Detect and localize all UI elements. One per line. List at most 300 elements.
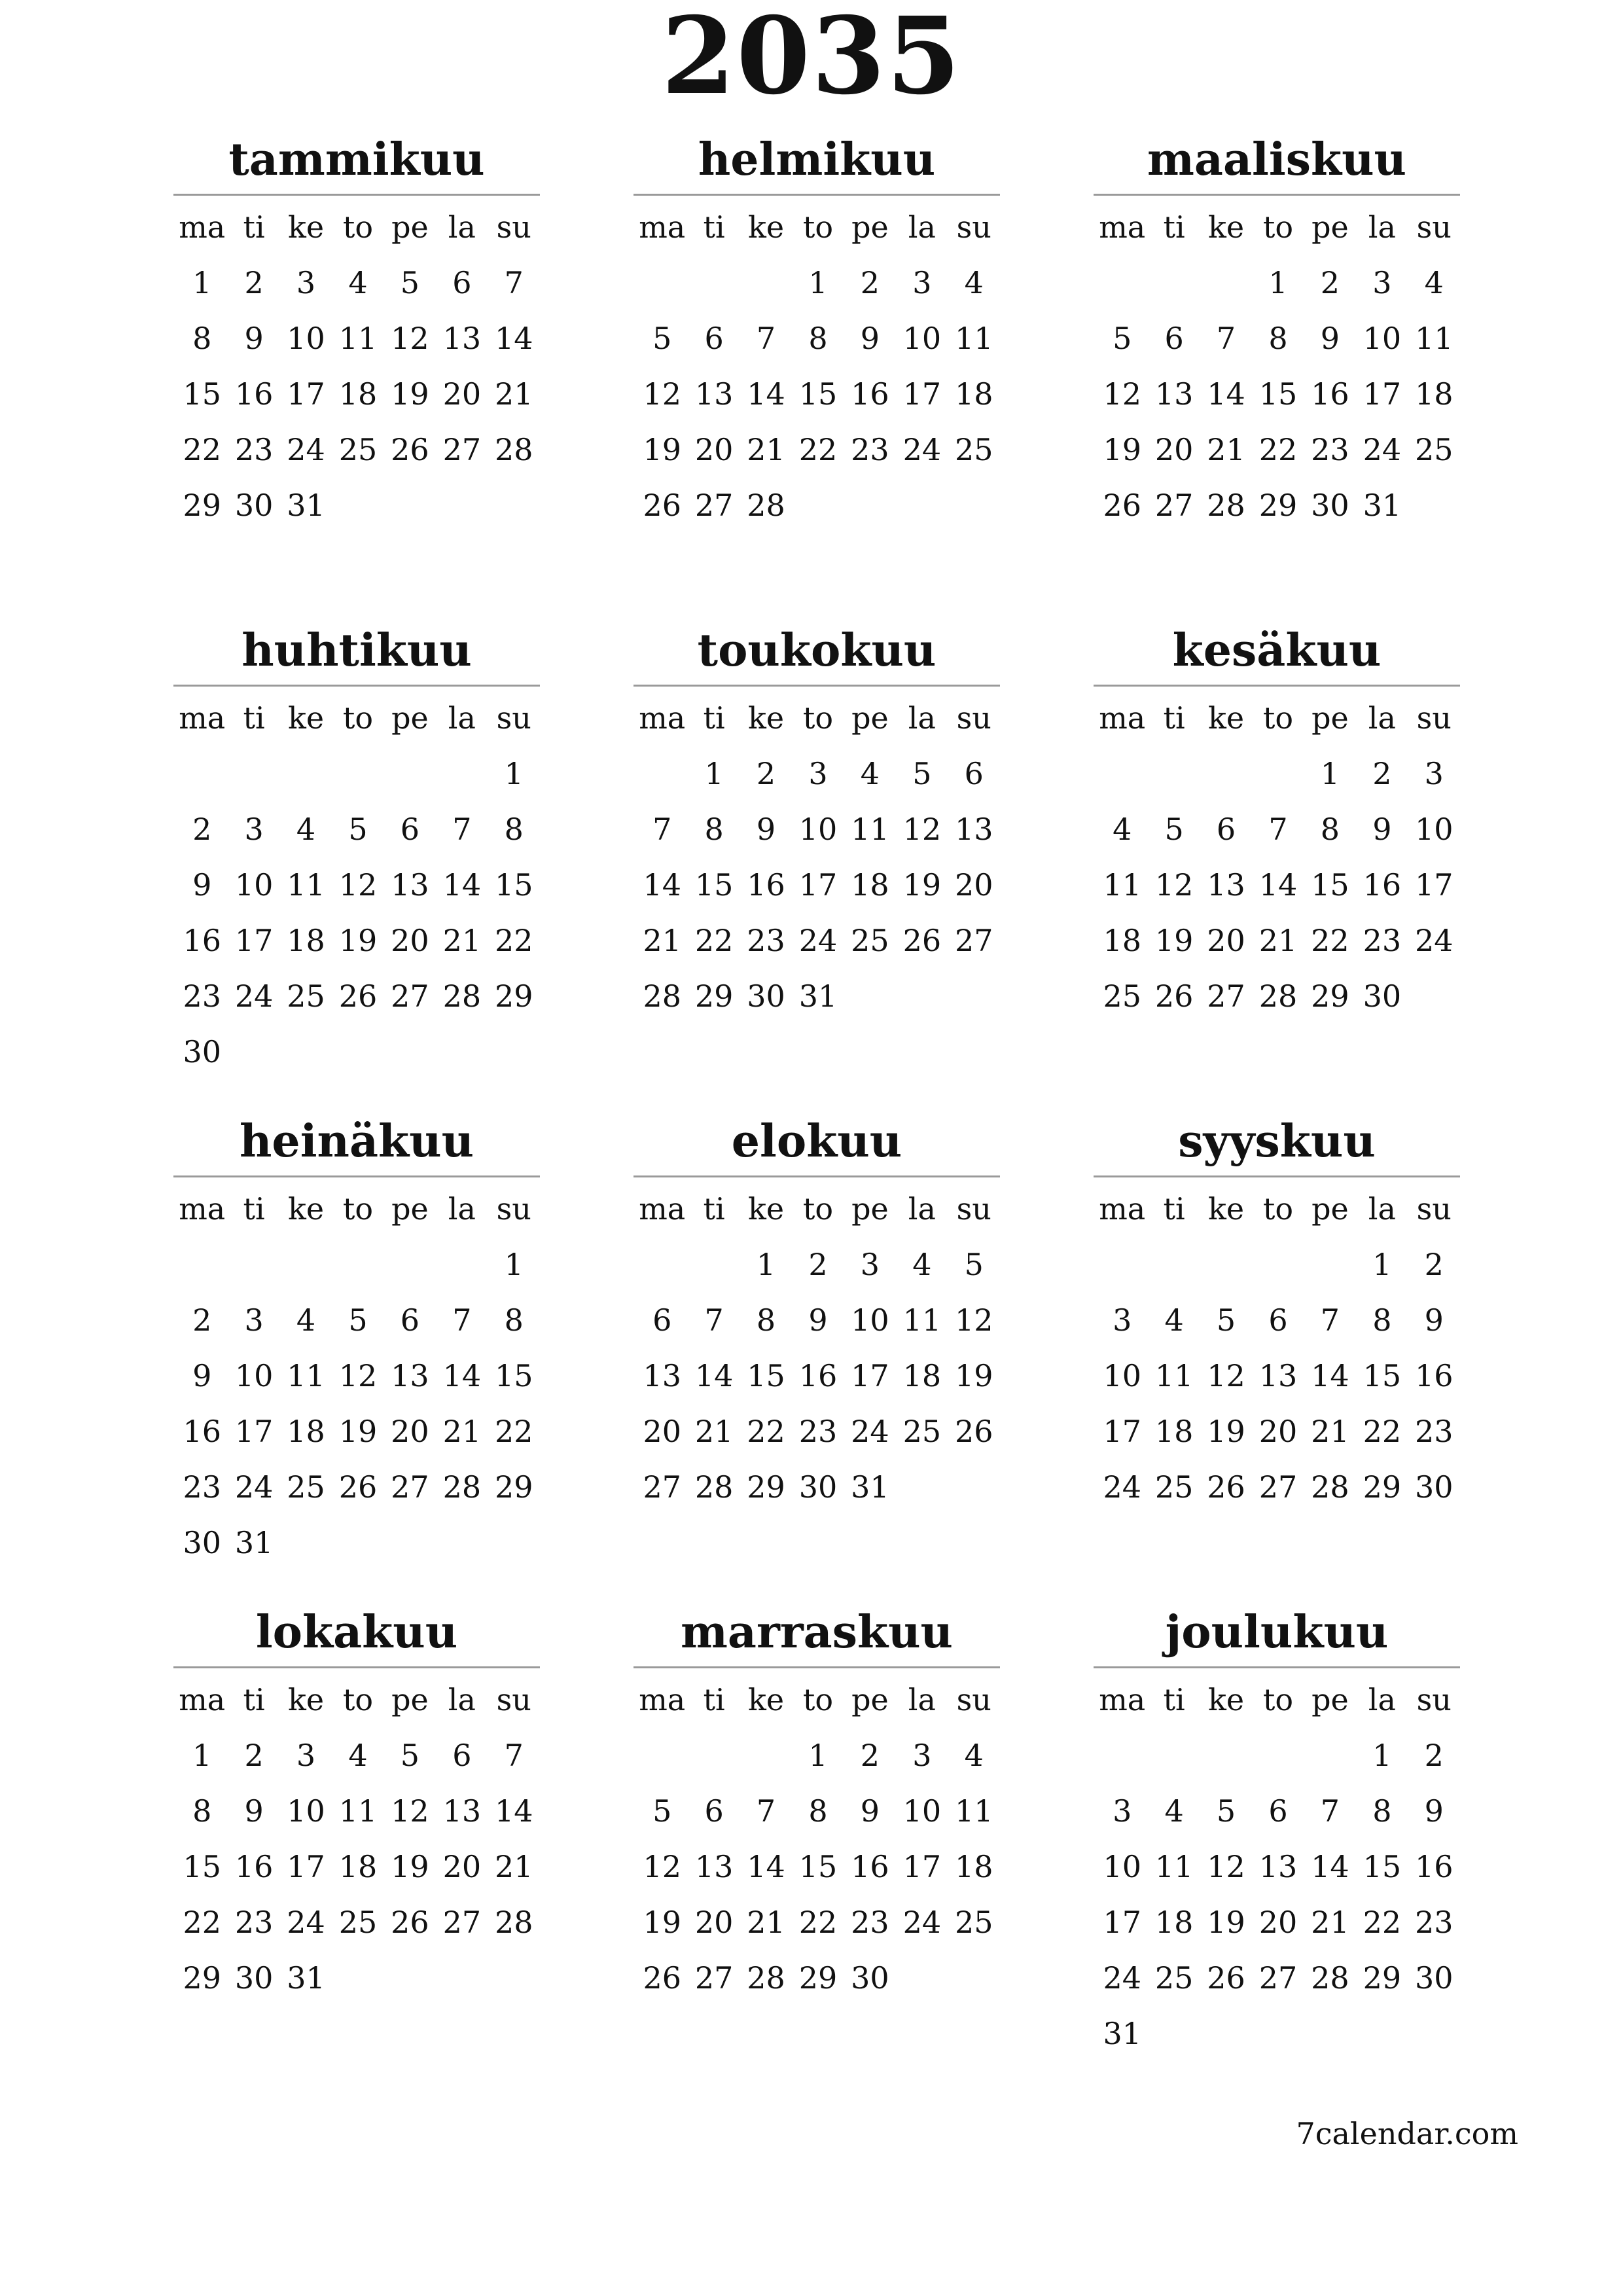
weekday-header: la bbox=[448, 209, 476, 245]
day-cell: 14 bbox=[1207, 376, 1245, 412]
day-cell: 26 bbox=[1154, 978, 1194, 1014]
day-cell: 1 bbox=[1372, 1738, 1392, 1773]
day-cell: 21 bbox=[1311, 1905, 1349, 1940]
weekday-header: ma bbox=[1099, 1191, 1146, 1227]
day-cell: 23 bbox=[798, 1414, 838, 1449]
weekday-header: su bbox=[496, 1191, 531, 1227]
day-cell: 27 bbox=[442, 1905, 482, 1940]
day-cell: 28 bbox=[694, 1469, 734, 1505]
day-cell: 16 bbox=[1415, 1358, 1454, 1393]
day-cell: 18 bbox=[287, 1414, 325, 1449]
month-name: toukokuu bbox=[697, 624, 936, 677]
day-cell: 7 bbox=[1216, 321, 1236, 356]
day-cell: 3 bbox=[296, 265, 316, 300]
day-cell: 16 bbox=[1311, 376, 1349, 412]
weekday-header: pe bbox=[851, 700, 889, 736]
day-cell: 12 bbox=[1207, 1849, 1245, 1884]
day-cell: 25 bbox=[851, 923, 889, 958]
day-cell: 9 bbox=[808, 1302, 828, 1338]
day-cell: 4 bbox=[296, 1302, 316, 1338]
month-grid bbox=[173, 1181, 540, 1571]
day-cell: 6 bbox=[652, 1302, 672, 1338]
weekday-header: su bbox=[496, 700, 531, 736]
weekday-header: la bbox=[448, 1682, 476, 1717]
day-cell: 12 bbox=[391, 321, 429, 356]
day-cell: 26 bbox=[391, 1905, 429, 1940]
day-cell: 9 bbox=[192, 867, 212, 903]
day-cell: 1 bbox=[1372, 1247, 1392, 1282]
month-block bbox=[1094, 131, 1460, 533]
month-name: kesäkuu bbox=[1172, 624, 1382, 677]
day-cell: 4 bbox=[1164, 1793, 1184, 1829]
empty-cell bbox=[1148, 255, 1200, 311]
day-cell: 24 bbox=[902, 1905, 942, 1940]
day-cell: 31 bbox=[1103, 2016, 1141, 2051]
month-grid bbox=[1094, 1181, 1460, 1515]
weekday-header: ke bbox=[748, 1682, 785, 1717]
day-cell: 19 bbox=[643, 1905, 681, 1940]
weekday-header: pe bbox=[391, 209, 429, 245]
day-cell: 10 bbox=[1363, 321, 1402, 356]
day-cell: 12 bbox=[955, 1302, 993, 1338]
day-cell: 8 bbox=[1320, 812, 1340, 847]
weekday-header: ke bbox=[1208, 209, 1245, 245]
day-cell: 3 bbox=[1113, 1793, 1132, 1829]
day-cell: 27 bbox=[1207, 978, 1245, 1014]
day-cell: 29 bbox=[1363, 1960, 1402, 1996]
day-cell: 29 bbox=[1258, 488, 1298, 523]
month-block bbox=[173, 622, 540, 1080]
day-cell: 10 bbox=[1103, 1849, 1141, 1884]
empty-cell bbox=[436, 746, 488, 802]
weekday-header: to bbox=[1262, 1191, 1294, 1227]
day-cell: 29 bbox=[183, 488, 221, 523]
day-cell: 8 bbox=[192, 321, 212, 356]
day-cell: 11 bbox=[1154, 1358, 1194, 1393]
day-cell: 25 bbox=[287, 1469, 325, 1505]
day-cell: 13 bbox=[1258, 1849, 1298, 1884]
weekday-header: pe bbox=[391, 700, 429, 736]
weekday-header: to bbox=[1262, 209, 1294, 245]
weekday-header: to bbox=[1262, 1682, 1294, 1717]
month-grid bbox=[633, 1181, 1000, 1515]
day-cell: 25 bbox=[902, 1414, 942, 1449]
day-cell: 18 bbox=[338, 376, 378, 412]
day-cell: 27 bbox=[694, 1960, 734, 1996]
day-cell: 24 bbox=[1415, 923, 1454, 958]
day-cell: 10 bbox=[287, 1793, 325, 1829]
month-name: syyskuu bbox=[1178, 1115, 1376, 1168]
day-cell: 21 bbox=[747, 1905, 785, 1940]
day-cell: 21 bbox=[643, 923, 681, 958]
day-cell: 18 bbox=[1154, 1414, 1194, 1449]
month-grid bbox=[173, 691, 540, 1080]
day-cell: 1 bbox=[192, 265, 212, 300]
day-cell: 7 bbox=[652, 812, 672, 847]
weekday-header: ke bbox=[288, 1191, 325, 1227]
weekday-header: to bbox=[342, 700, 374, 736]
empty-cell bbox=[636, 1237, 688, 1293]
day-cell: 9 bbox=[860, 321, 880, 356]
empty-cell bbox=[332, 1237, 383, 1293]
day-cell: 22 bbox=[1258, 432, 1298, 467]
empty-cell bbox=[1200, 746, 1252, 802]
day-cell: 13 bbox=[1154, 376, 1194, 412]
day-cell: 2 bbox=[1320, 265, 1340, 300]
weekday-header: ti bbox=[703, 700, 725, 736]
day-cell: 29 bbox=[1311, 978, 1349, 1014]
day-cell: 20 bbox=[955, 867, 993, 903]
day-cell: 6 bbox=[964, 756, 984, 791]
weekday-header: su bbox=[1416, 1682, 1452, 1717]
day-cell: 20 bbox=[391, 923, 429, 958]
day-cell: 19 bbox=[955, 1358, 993, 1393]
day-cell: 11 bbox=[287, 867, 325, 903]
day-cell: 12 bbox=[1103, 376, 1141, 412]
day-cell: 8 bbox=[756, 1302, 776, 1338]
day-cell: 18 bbox=[1415, 376, 1454, 412]
day-cell: 3 bbox=[1372, 265, 1392, 300]
day-cell: 3 bbox=[1424, 756, 1444, 791]
month-grid bbox=[173, 1672, 540, 2006]
weekday-header: ke bbox=[288, 700, 325, 736]
day-cell: 13 bbox=[955, 812, 993, 847]
day-cell: 15 bbox=[495, 1358, 533, 1393]
day-cell: 20 bbox=[442, 376, 482, 412]
day-cell: 2 bbox=[860, 265, 880, 300]
day-cell: 28 bbox=[747, 1960, 785, 1996]
month-block bbox=[633, 622, 1000, 1024]
day-cell: 11 bbox=[1154, 1849, 1194, 1884]
day-cell: 27 bbox=[1154, 488, 1194, 523]
month-divider bbox=[173, 685, 540, 687]
day-cell: 3 bbox=[1113, 1302, 1132, 1338]
day-cell: 17 bbox=[234, 923, 274, 958]
day-cell: 6 bbox=[704, 1793, 724, 1829]
month-block bbox=[633, 1604, 1000, 2006]
day-cell: 22 bbox=[495, 1414, 533, 1449]
month-divider bbox=[1094, 1175, 1460, 1177]
weekday-header: su bbox=[1416, 1191, 1452, 1227]
day-cell: 10 bbox=[1415, 812, 1454, 847]
day-cell: 10 bbox=[902, 321, 942, 356]
weekday-header: ti bbox=[243, 1682, 265, 1717]
month-block bbox=[173, 1604, 540, 2006]
day-cell: 6 bbox=[400, 1302, 420, 1338]
day-cell: 7 bbox=[1320, 1793, 1340, 1829]
weekday-header: pe bbox=[851, 1682, 889, 1717]
day-cell: 28 bbox=[1258, 978, 1298, 1014]
weekday-header: to bbox=[342, 1191, 374, 1227]
weekday-header: to bbox=[802, 209, 834, 245]
day-cell: 9 bbox=[244, 1793, 264, 1829]
day-cell: 16 bbox=[1415, 1849, 1454, 1884]
day-cell: 7 bbox=[504, 1738, 524, 1773]
day-cell: 27 bbox=[643, 1469, 681, 1505]
day-cell: 6 bbox=[400, 812, 420, 847]
day-cell: 22 bbox=[183, 432, 221, 467]
day-cell: 4 bbox=[1113, 812, 1132, 847]
weekday-header: pe bbox=[391, 1682, 429, 1717]
day-cell: 17 bbox=[851, 1358, 889, 1393]
weekday-header: pe bbox=[1311, 1191, 1349, 1227]
month-name: tammikuu bbox=[228, 134, 485, 186]
day-cell: 24 bbox=[287, 1905, 325, 1940]
day-cell: 22 bbox=[694, 923, 734, 958]
day-cell: 7 bbox=[452, 1302, 472, 1338]
day-cell: 10 bbox=[234, 1358, 274, 1393]
empty-cell bbox=[1096, 1728, 1148, 1784]
empty-cell bbox=[740, 255, 792, 311]
weekday-header: la bbox=[1368, 1191, 1396, 1227]
weekday-header: pe bbox=[1311, 209, 1349, 245]
weekday-header: ke bbox=[748, 209, 785, 245]
weekday-header: la bbox=[908, 209, 936, 245]
weekday-header: la bbox=[1368, 1682, 1396, 1717]
day-cell: 29 bbox=[747, 1469, 785, 1505]
day-cell: 27 bbox=[391, 1469, 429, 1505]
day-cell: 26 bbox=[1207, 1960, 1245, 1996]
day-cell: 4 bbox=[964, 265, 984, 300]
weekday-header: ma bbox=[639, 700, 686, 736]
weekday-header: ma bbox=[1099, 209, 1146, 245]
day-cell: 18 bbox=[1103, 923, 1141, 958]
weekday-header: ti bbox=[243, 700, 265, 736]
day-cell: 20 bbox=[643, 1414, 681, 1449]
month-name: lokakuu bbox=[255, 1606, 458, 1659]
empty-cell bbox=[1096, 746, 1148, 802]
empty-cell bbox=[228, 746, 279, 802]
day-cell: 20 bbox=[1258, 1905, 1298, 1940]
day-cell: 28 bbox=[1207, 488, 1245, 523]
day-cell: 6 bbox=[1164, 321, 1184, 356]
day-cell: 6 bbox=[452, 1738, 472, 1773]
day-cell: 3 bbox=[860, 1247, 880, 1282]
day-cell: 1 bbox=[808, 1738, 828, 1773]
day-cell: 2 bbox=[244, 265, 264, 300]
day-cell: 18 bbox=[1154, 1905, 1194, 1940]
empty-cell bbox=[688, 255, 740, 311]
empty-cell bbox=[1304, 1728, 1356, 1784]
empty-cell bbox=[1148, 746, 1200, 802]
weekday-header: ti bbox=[1163, 1682, 1185, 1717]
weekday-header: ma bbox=[179, 209, 226, 245]
day-cell: 5 bbox=[964, 1247, 984, 1282]
day-cell: 17 bbox=[287, 1849, 325, 1884]
day-cell: 26 bbox=[338, 978, 378, 1014]
day-cell: 28 bbox=[442, 978, 482, 1014]
day-cell: 15 bbox=[798, 1849, 838, 1884]
day-cell: 24 bbox=[287, 432, 325, 467]
day-cell: 20 bbox=[1258, 1414, 1298, 1449]
day-cell: 23 bbox=[234, 1905, 274, 1940]
day-cell: 25 bbox=[1154, 1960, 1194, 1996]
month-divider bbox=[173, 194, 540, 196]
day-cell: 3 bbox=[244, 812, 264, 847]
day-cell: 12 bbox=[1154, 867, 1194, 903]
day-cell: 21 bbox=[1258, 923, 1298, 958]
day-cell: 14 bbox=[747, 1849, 785, 1884]
day-cell: 9 bbox=[860, 1793, 880, 1829]
empty-cell bbox=[280, 746, 332, 802]
day-cell: 17 bbox=[287, 376, 325, 412]
day-cell: 19 bbox=[391, 376, 429, 412]
month-grid bbox=[633, 691, 1000, 1024]
day-cell: 25 bbox=[287, 978, 325, 1014]
day-cell: 25 bbox=[955, 1905, 993, 1940]
weekday-header: su bbox=[496, 1682, 531, 1717]
day-cell: 2 bbox=[1424, 1247, 1444, 1282]
day-cell: 22 bbox=[1363, 1905, 1402, 1940]
day-cell: 27 bbox=[955, 923, 993, 958]
day-cell: 15 bbox=[495, 867, 533, 903]
day-cell: 12 bbox=[902, 812, 942, 847]
month-block bbox=[1094, 1604, 1460, 2062]
day-cell: 1 bbox=[192, 1738, 212, 1773]
month-name: helmikuu bbox=[698, 134, 936, 186]
day-cell: 3 bbox=[912, 1738, 932, 1773]
weekday-header: ma bbox=[179, 700, 226, 736]
day-cell: 15 bbox=[1258, 376, 1298, 412]
day-cell: 19 bbox=[391, 1849, 429, 1884]
weekday-header: ke bbox=[748, 1191, 785, 1227]
day-cell: 29 bbox=[694, 978, 734, 1014]
empty-cell bbox=[1200, 1237, 1252, 1293]
day-cell: 28 bbox=[1311, 1960, 1349, 1996]
day-cell: 9 bbox=[1424, 1793, 1444, 1829]
day-cell: 17 bbox=[798, 867, 838, 903]
day-cell: 10 bbox=[902, 1793, 942, 1829]
day-cell: 26 bbox=[902, 923, 942, 958]
day-cell: 11 bbox=[1415, 321, 1454, 356]
day-cell: 22 bbox=[1311, 923, 1349, 958]
month-name: joulukuu bbox=[1165, 1606, 1389, 1659]
weekday-header: la bbox=[908, 700, 936, 736]
day-cell: 21 bbox=[495, 1849, 533, 1884]
weekday-header: ma bbox=[639, 1682, 686, 1717]
empty-cell bbox=[1200, 255, 1252, 311]
day-cell: 30 bbox=[1311, 488, 1349, 523]
day-cell: 1 bbox=[504, 1247, 524, 1282]
day-cell: 13 bbox=[391, 867, 429, 903]
empty-cell bbox=[1096, 255, 1148, 311]
day-cell: 1 bbox=[1268, 265, 1288, 300]
day-cell: 27 bbox=[694, 488, 734, 523]
day-cell: 5 bbox=[400, 1738, 420, 1773]
day-cell: 30 bbox=[183, 1525, 221, 1560]
day-cell: 26 bbox=[1103, 488, 1141, 523]
day-cell: 13 bbox=[643, 1358, 681, 1393]
weekday-header: pe bbox=[1311, 1682, 1349, 1717]
weekday-header: ti bbox=[703, 1682, 725, 1717]
empty-cell bbox=[636, 746, 688, 802]
day-cell: 23 bbox=[1415, 1905, 1454, 1940]
weekday-header: ma bbox=[639, 209, 686, 245]
day-cell: 16 bbox=[747, 867, 785, 903]
weekday-header: ti bbox=[243, 1191, 265, 1227]
day-cell: 17 bbox=[234, 1414, 274, 1449]
day-cell: 26 bbox=[1207, 1469, 1245, 1505]
day-cell: 6 bbox=[1216, 812, 1236, 847]
day-cell: 17 bbox=[902, 376, 942, 412]
day-cell: 4 bbox=[296, 812, 316, 847]
empty-cell bbox=[436, 1237, 488, 1293]
weekday-header: ma bbox=[179, 1682, 226, 1717]
day-cell: 1 bbox=[756, 1247, 776, 1282]
day-cell: 20 bbox=[1207, 923, 1245, 958]
empty-cell bbox=[740, 1728, 792, 1784]
day-cell: 15 bbox=[1311, 867, 1349, 903]
empty-cell bbox=[636, 1728, 688, 1784]
day-cell: 8 bbox=[1268, 321, 1288, 356]
month-divider bbox=[1094, 194, 1460, 196]
month-name: huhtikuu bbox=[241, 624, 472, 677]
month-grid bbox=[173, 200, 540, 533]
month-divider bbox=[1094, 1666, 1460, 1668]
day-cell: 6 bbox=[452, 265, 472, 300]
day-cell: 13 bbox=[442, 1793, 482, 1829]
month-divider bbox=[1094, 685, 1460, 687]
day-cell: 22 bbox=[495, 923, 533, 958]
day-cell: 5 bbox=[1164, 812, 1184, 847]
day-cell: 25 bbox=[338, 1905, 378, 1940]
day-cell: 8 bbox=[504, 1302, 524, 1338]
day-cell: 4 bbox=[348, 1738, 368, 1773]
empty-cell bbox=[280, 1237, 332, 1293]
weekday-header: ke bbox=[288, 1682, 325, 1717]
day-cell: 15 bbox=[183, 376, 221, 412]
day-cell: 24 bbox=[1363, 432, 1402, 467]
day-cell: 9 bbox=[756, 812, 776, 847]
day-cell: 15 bbox=[183, 1849, 221, 1884]
month-grid bbox=[1094, 200, 1460, 533]
month-block bbox=[633, 1113, 1000, 1515]
day-cell: 17 bbox=[1103, 1414, 1141, 1449]
day-cell: 21 bbox=[694, 1414, 734, 1449]
weekday-header: su bbox=[956, 1191, 991, 1227]
weekday-header: la bbox=[908, 1682, 936, 1717]
weekday-header: ti bbox=[1163, 700, 1185, 736]
day-cell: 16 bbox=[183, 923, 221, 958]
weekday-header: la bbox=[448, 700, 476, 736]
day-cell: 12 bbox=[643, 1849, 681, 1884]
day-cell: 7 bbox=[1320, 1302, 1340, 1338]
day-cell: 11 bbox=[338, 1793, 378, 1829]
day-cell: 4 bbox=[964, 1738, 984, 1773]
month-grid bbox=[1094, 1672, 1460, 2062]
day-cell: 13 bbox=[442, 321, 482, 356]
day-cell: 2 bbox=[808, 1247, 828, 1282]
month-block bbox=[173, 131, 540, 533]
day-cell: 30 bbox=[1415, 1469, 1454, 1505]
weekday-header: la bbox=[908, 1191, 936, 1227]
day-cell: 7 bbox=[756, 321, 776, 356]
day-cell: 20 bbox=[694, 432, 734, 467]
day-cell: 17 bbox=[1363, 376, 1402, 412]
day-cell: 23 bbox=[1311, 432, 1349, 467]
weekday-header: ti bbox=[1163, 1191, 1185, 1227]
weekday-header: to bbox=[802, 700, 834, 736]
empty-cell bbox=[1252, 1237, 1304, 1293]
day-cell: 20 bbox=[694, 1905, 734, 1940]
day-cell: 26 bbox=[391, 432, 429, 467]
weekday-header: to bbox=[1262, 700, 1294, 736]
day-cell: 28 bbox=[495, 1905, 533, 1940]
day-cell: 5 bbox=[1216, 1793, 1236, 1829]
empty-cell bbox=[1148, 1237, 1200, 1293]
day-cell: 24 bbox=[798, 923, 838, 958]
weekday-header: to bbox=[342, 1682, 374, 1717]
